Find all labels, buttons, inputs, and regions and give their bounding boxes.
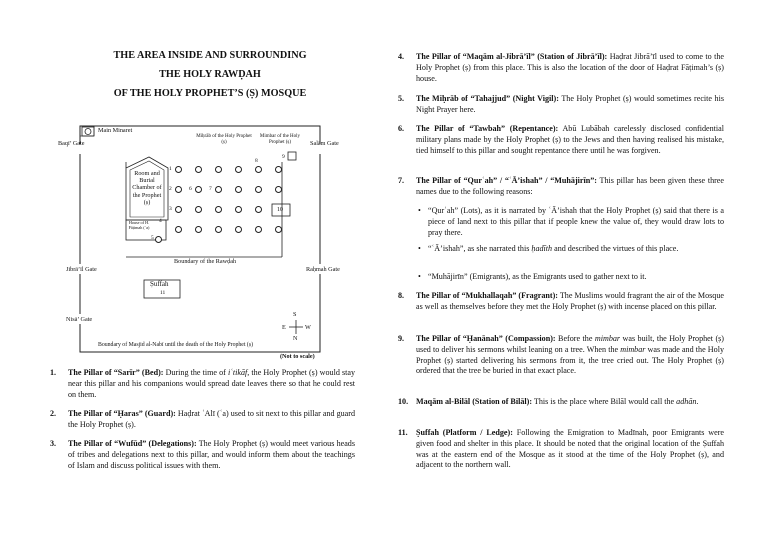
item-number: 9. — [398, 334, 405, 343]
pillar-number: 3 — [169, 206, 172, 212]
bullet-icon: • — [418, 206, 421, 215]
item-number: 2. — [50, 409, 57, 418]
house-fatimah-label: House of H. Fāṭimah (ʿa) — [128, 220, 150, 230]
item-heading: The Pillar of “Mukhallaqah” (Fragrant): — [416, 291, 558, 300]
jibril-gate-label: Jibrā’īl Gate — [66, 266, 97, 273]
compass-n: N — [293, 335, 298, 342]
item-italic: mimbar — [620, 344, 646, 354]
item-text: This pillar has been given these three names due to the following reasons: — [416, 176, 724, 196]
pillar-number: 6 — [189, 186, 192, 192]
pillar-circle — [255, 206, 262, 213]
item-heading: The Pillar of “Ḥanānah” (Compassion): — [416, 334, 556, 343]
pillar-circle — [175, 226, 182, 233]
pillar-circle — [175, 166, 182, 173]
page-title — [80, 46, 340, 103]
pillar-circle — [195, 166, 202, 173]
pillar-circle — [215, 226, 222, 233]
item-heading: The Pillar of “Wufūd” (Delegations): — [68, 439, 197, 448]
mosque-map — [58, 124, 340, 360]
pillar-number: 5 — [151, 235, 154, 241]
pillar-circle — [235, 186, 242, 193]
pillar-number: 9 — [282, 154, 285, 160]
bullet-icon: • — [418, 272, 421, 281]
item-number: 11. — [398, 428, 408, 437]
pillar-number: 7 — [209, 186, 212, 192]
item-number: 5. — [398, 94, 405, 103]
pillar-number: 1 — [169, 166, 172, 172]
sub-list-item — [418, 272, 724, 283]
main-minaret-label: Main Minaret — [98, 127, 133, 134]
item-text: . — [696, 397, 699, 406]
item-text: was built, the Holy Prophet (ṣ) used to deliver his sermons whilst leaning on a tree. When the — [416, 334, 724, 354]
item-text: Abū Lubābah carelessly disclosed confidential military plans made by the Holy Prophet (ṣ) to the Jews and then having realised his mistake, tied himself to this pillar and sought repentance there until he was forgiven. — [416, 124, 724, 155]
item-number: 4. — [398, 52, 405, 61]
rawdah-boundary-label: Boundary of the Rawḍah — [174, 258, 237, 265]
list-item — [50, 439, 355, 483]
sub-item-text: and described the virtues of this place. — [552, 244, 679, 253]
pillar-circle — [195, 206, 202, 213]
item-heading: The Pillar of “Qurʿah” / “ʿĀ’ishah” / “Muhājirīn”: — [416, 176, 597, 185]
pillar-circle — [235, 226, 242, 233]
title-line-3: OF THE HOLY PROPHET’S (Ṣ) MOSQUE — [113, 88, 307, 99]
item-text: The Holy Prophet (ṣ) would meet various heads of tribes and delegations next to this pillar, and would inform them about the teachings of Islam and discuss political issues with them. — [68, 439, 355, 470]
item-heading: The Pillar of “Maqām al-Jibrā’īl” (Station of Jibrā’īl): — [416, 52, 608, 61]
item-text: Following the Emigration to Madīnah, poor Emigrants were given food and shelter in this place. It should be noted that the original location of the Ṣuffah was at the eastern end of the Mosque as it stood at the time of the Holy Prophet (ṣ), and adjacent to the northern wall. — [416, 428, 724, 470]
baqi-gate-label: Baqī’ Gate — [58, 140, 85, 147]
item-heading: Maqām al-Bilāl (Station of Bilāl): — [416, 397, 533, 406]
sub-list-item — [418, 206, 724, 238]
sub-item-text: “Muhājirīn” (Emigrants), as the Emigrants used to gather next to it. — [428, 272, 647, 281]
item-text: The Holy Prophet (ṣ) would sometimes recite his Night Prayer here. — [416, 94, 725, 114]
item-heading: Ṣuffah (Platform / Ledge): — [416, 428, 513, 437]
item-italic: adhān — [676, 397, 697, 406]
item-text: During the time of — [163, 368, 228, 377]
sub-item-text: “ʿĀ’ishah”, as she narrated this — [428, 244, 532, 253]
room-burial-label: Room and Burial Chamber of the Prophet (ṣ) — [132, 170, 162, 206]
item-text: This is the place where Bilāl would call the — [532, 397, 677, 406]
suffah-number: 11 — [160, 290, 166, 296]
pillar-circle — [275, 166, 282, 173]
item-text: Haḍrat Jibrā’īl used to come to the Holy Prophet (ṣ) from this place. This is also the location of the door of Haḍrat Fāṭimah’s (ṣ) house. — [416, 52, 725, 83]
pillar-circle — [195, 226, 202, 233]
pillar-circle — [215, 166, 222, 173]
item-text: , the Holy Prophet (ṣ) would stay near this pillar and his companions would spread date leaves there so that he could rest on them. — [68, 368, 356, 399]
pillar-circle — [235, 166, 242, 173]
pillar-circle — [175, 206, 182, 213]
mihrab-label: Miḥrāb of the Holy Prophet (ṣ) — [196, 134, 252, 145]
map-lines — [74, 124, 324, 357]
pillar-circle — [215, 206, 222, 213]
item-heading: The Pillar of “Sarīr” (Bed): — [68, 368, 164, 377]
compass-w: W — [305, 324, 311, 331]
mimbar-label: Mimbar of the Holy Prophet (ṣ) — [259, 134, 301, 145]
sub-item-text: “Qurʿah” (Lots), as it is narrated by ʿĀ’ishah that the Holy Prophet (ṣ) said that there is a piece of land next to this pillar that if people knew the value of, they would draw lots to pray there. — [428, 206, 724, 237]
list-item — [50, 409, 355, 431]
pillar-circle — [215, 186, 222, 193]
item-number: 8. — [398, 291, 405, 300]
not-to-scale-label: (Not to scale) — [280, 353, 315, 360]
pillar-number: 8 — [255, 158, 258, 164]
bullet-icon: • — [418, 244, 421, 253]
suffah-label: Ṣuffah — [150, 280, 169, 288]
item-heading: The Miḥrāb of “Tahajjud” (Night Vigil): — [416, 94, 559, 103]
item-number: 7. — [398, 176, 405, 185]
pillar-circle — [255, 166, 262, 173]
sub-list-item — [418, 244, 724, 255]
list-item — [50, 368, 355, 401]
pillar-number: 4 — [159, 218, 162, 224]
item-heading: The Pillar of “Tawbah” (Repentance): — [416, 124, 559, 133]
pillar-circle — [255, 186, 262, 193]
right-page — [384, 0, 768, 542]
pillar-circle — [155, 236, 162, 243]
pillar-circle — [275, 226, 282, 233]
pillar-circle — [175, 186, 182, 193]
pillar-circle — [255, 226, 262, 233]
item-text: was made and the Holy Prophet (ṣ) started delivering his sermons from it, the tree cried out. The Holy Prophet (ṣ) ordered that the tree be buried in that exact place. — [416, 344, 724, 376]
pillar-circle — [235, 206, 242, 213]
item-text: The Muslims would fragrant the air of the Mosque as well as themselves before they met the Holy Prophet (ṣ) with incense placed on this pillar. — [416, 291, 724, 311]
item-number: 1. — [50, 368, 57, 377]
item-number: 3. — [50, 439, 57, 448]
salam-gate-label: Salām Gate — [310, 140, 339, 147]
compass-s: S — [293, 311, 297, 318]
title-line-2: THE HOLY RAWḌAH — [159, 69, 261, 80]
item-text: Before the — [555, 334, 595, 343]
item-italic: mimbar — [594, 334, 621, 343]
item-text: Haḍrat ʿAlī (ʿa) used to sit next to this pillar and guard the Holy Prophet (ṣ). — [68, 409, 355, 429]
masjid-boundary-label: Boundary of Masjid al-Nabī until the death of the Holy Prophet (ṣ) — [98, 342, 254, 348]
item-number: 10. — [398, 397, 409, 406]
item-italic: iʿtikāf — [227, 368, 248, 377]
compass-e: E — [282, 324, 286, 331]
pillar-number: 10 — [277, 207, 283, 213]
pillar-circle — [275, 186, 282, 193]
nisa-gate-label: Nisā’ Gate — [66, 316, 93, 323]
sub-item-italic: ḥadīth — [531, 244, 553, 253]
pillar-number: 2 — [169, 186, 172, 192]
rahmah-gate-label: Raḥmah Gate — [306, 266, 340, 273]
title-line-1: THE AREA INSIDE AND SURROUNDING — [113, 50, 307, 61]
pillar-circle — [195, 186, 202, 193]
item-heading: The Pillar of “Ḥaras” (Guard): — [68, 409, 176, 418]
item-number: 6. — [398, 124, 405, 133]
